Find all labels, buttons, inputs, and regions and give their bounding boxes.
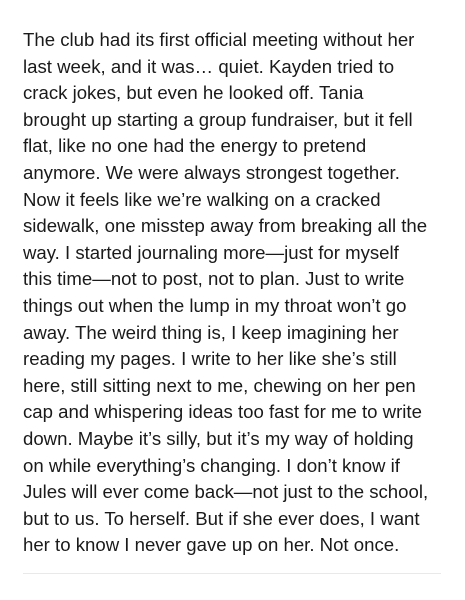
paragraph-line: sidewalk, one misstep away from breaking all the bbox=[23, 215, 428, 237]
paragraph-line: things out when the lump in my throat won’t go bbox=[23, 294, 407, 316]
paragraph-line: Now it feels like we’re walking on a cracked bbox=[23, 188, 381, 210]
paragraph-line: Jules will ever come back—not just to the school, bbox=[23, 481, 429, 503]
paragraph-line: last week, and it was… quiet. Kayden tried to bbox=[23, 55, 395, 77]
paragraph-line: cap and whispering ideas too fast for me to write bbox=[23, 401, 422, 423]
paragraph-line: down. Maybe it’s silly, but it’s my way of holding bbox=[23, 427, 414, 449]
paragraph-line: here, still sitting next to me, chewing on her pen bbox=[23, 374, 416, 396]
body-paragraph bbox=[23, 27, 448, 559]
paragraph-line: way. I started journaling more—just for myself bbox=[23, 241, 399, 263]
divider bbox=[23, 573, 441, 574]
paragraph-line: this time—not to post, not to plan. Just to write bbox=[23, 268, 405, 290]
paragraph-line: flat, like no one had the energy to pretend bbox=[23, 135, 367, 157]
paragraph-line: but to us. To herself. But if she ever does, I want bbox=[23, 507, 420, 529]
paragraph-line: The club had its first official meeting without her bbox=[23, 29, 415, 50]
paragraph-line: reading my pages. I write to her like she’s still bbox=[23, 348, 397, 370]
paragraph-line: anymore. We were always strongest together. bbox=[23, 161, 400, 183]
paragraph-line: crack jokes, but even he looked off. Tania bbox=[23, 82, 364, 104]
paragraph-line: her to know I never gave up on her. Not once. bbox=[23, 534, 400, 556]
paragraph-line: brought up starting a group fundraiser, but it fell bbox=[23, 108, 413, 130]
paragraph-line: on while everything’s changing. I don’t know if bbox=[23, 454, 400, 476]
paragraph-line: away. The weird thing is, I keep imagining her bbox=[23, 321, 399, 343]
